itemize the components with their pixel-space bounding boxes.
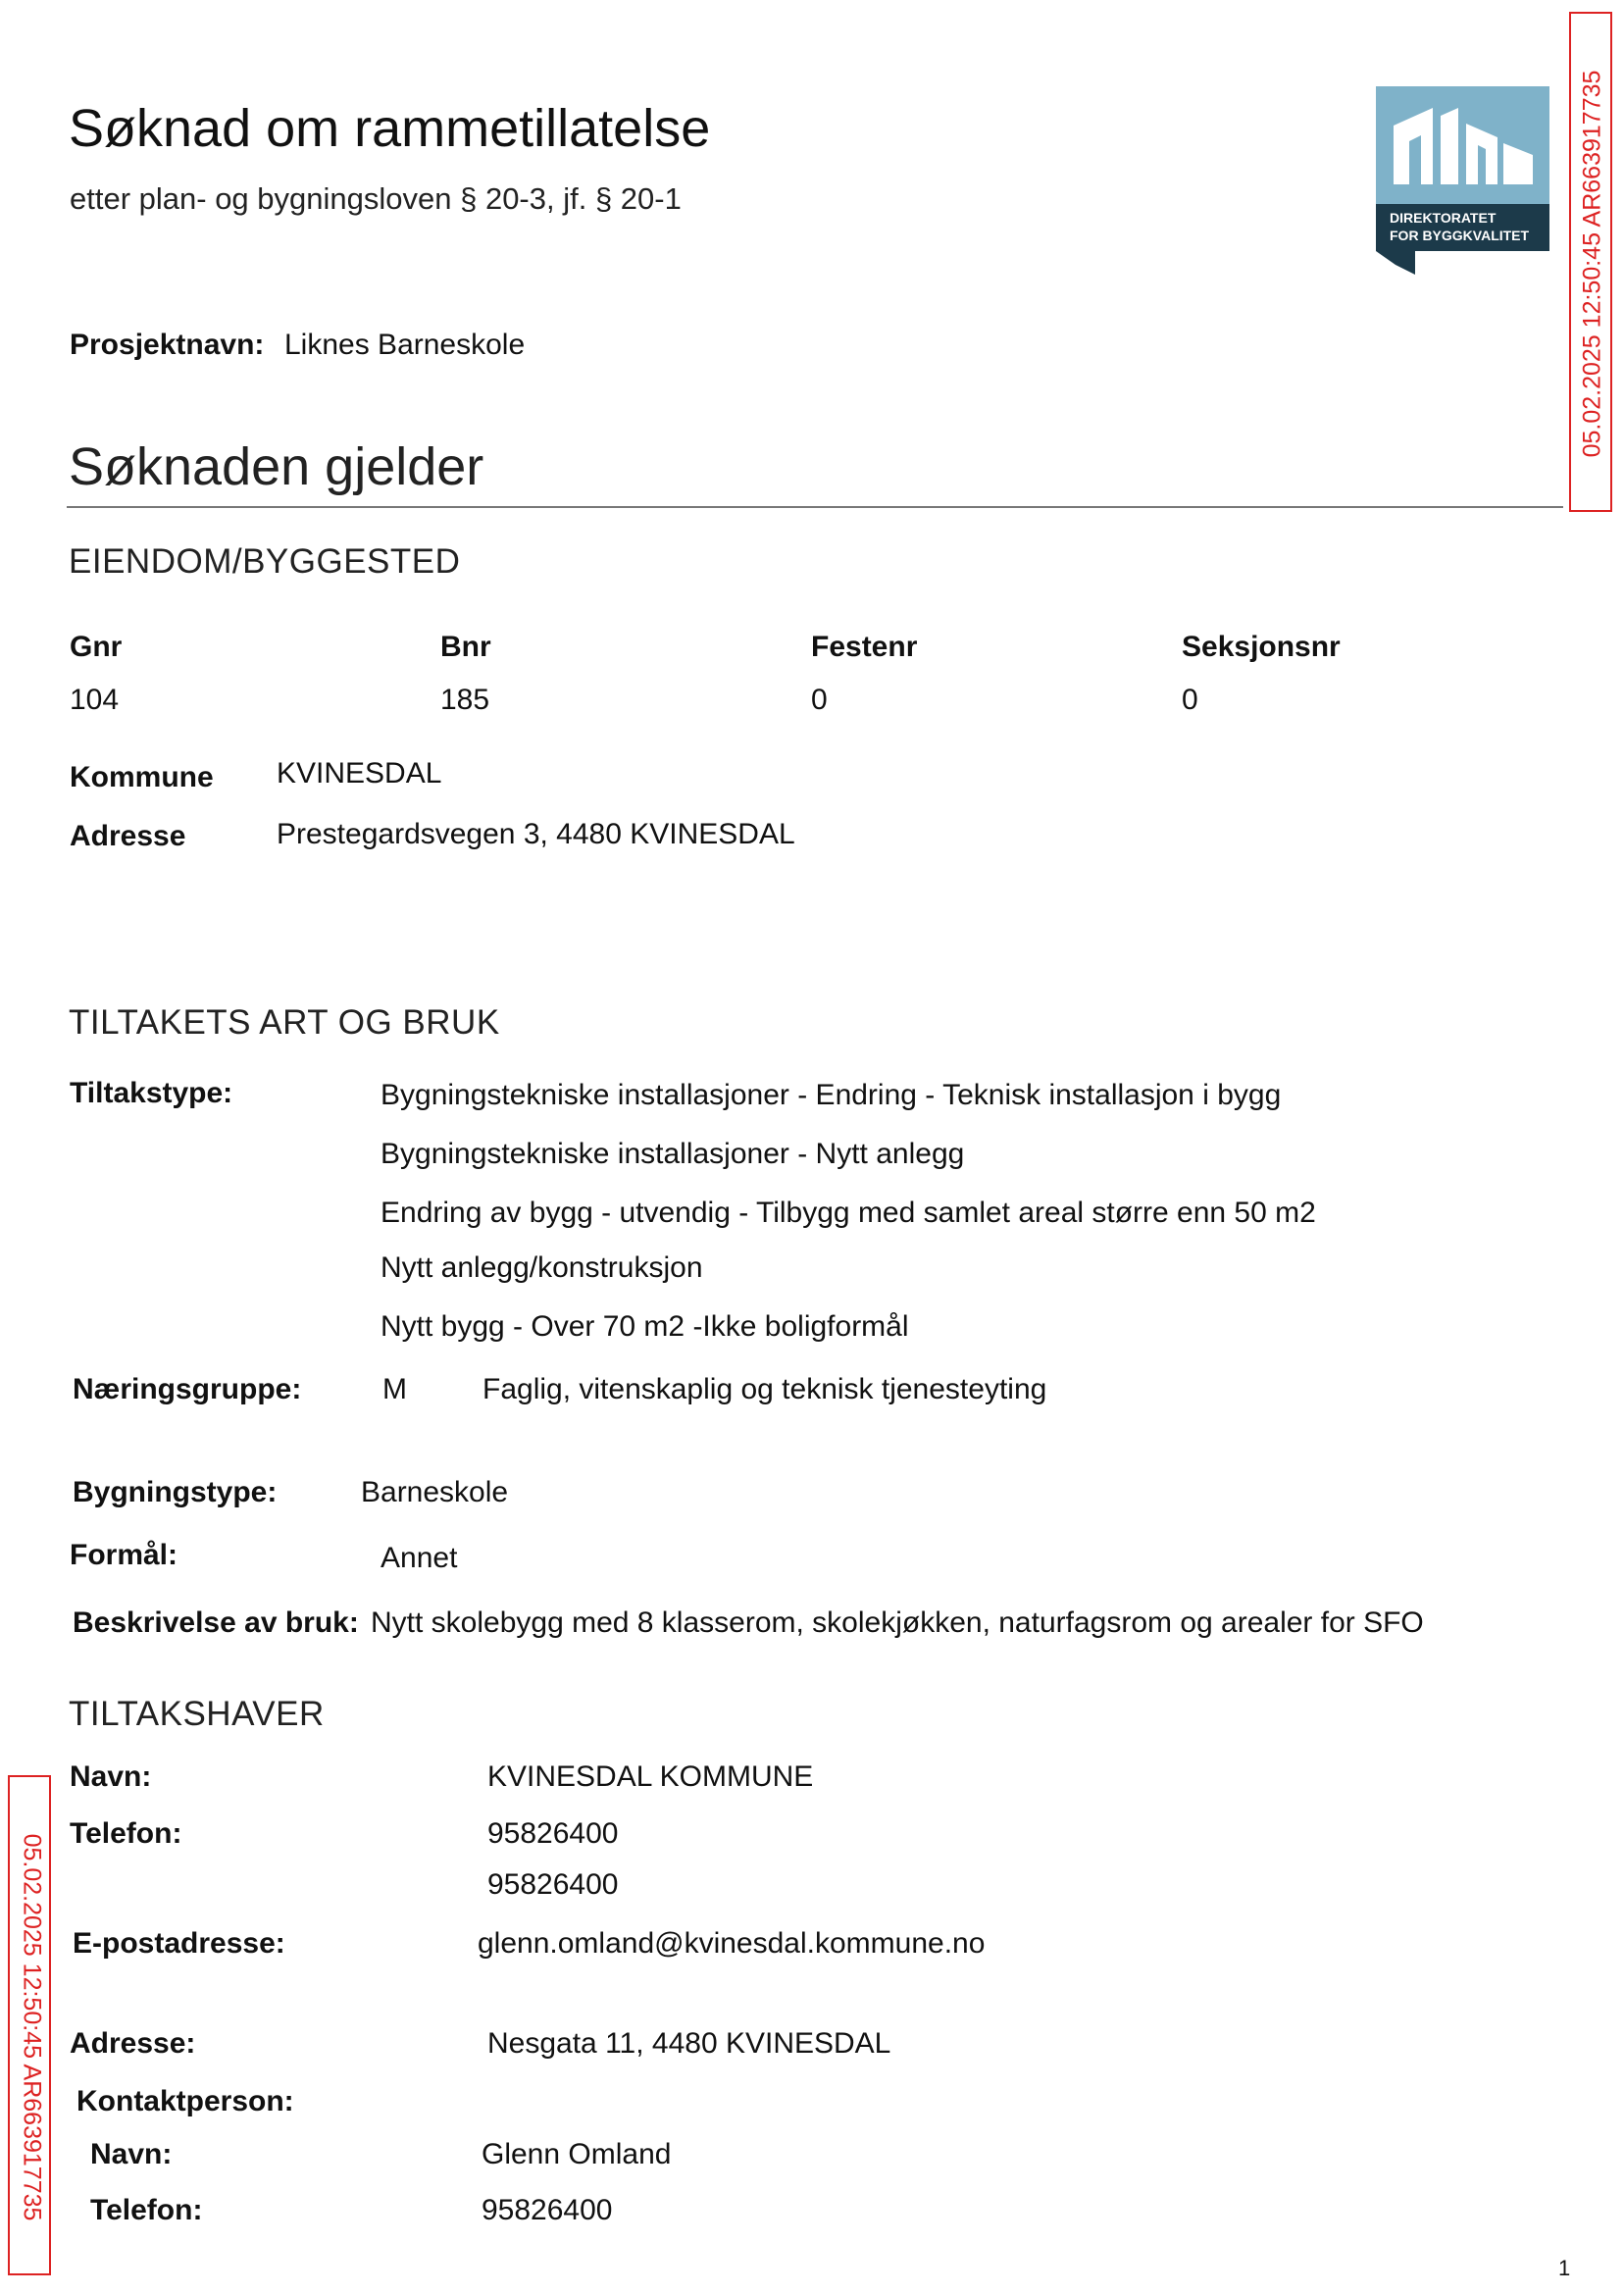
- naeringsgruppe-value: Faglig, vitenskaplig og teknisk tjenesteyting: [482, 1373, 1047, 1405]
- tiltakstype-item: Nytt bygg - Over 70 m2 -Ikke boligformål: [381, 1310, 909, 1343]
- logo-text-line2: FOR BYGGKVALITET: [1390, 228, 1530, 243]
- formal-label: Formål:: [70, 1539, 178, 1571]
- tiltak-heading: TILTAKETS ART OG BRUK: [69, 1003, 500, 1042]
- bygningstype-value: Barneskole: [361, 1476, 509, 1508]
- beskrivelse-label: Beskrivelse av bruk:: [73, 1606, 359, 1639]
- tiltakstype-item: Bygningstekniske installasjoner - Nytt anlegg: [381, 1138, 965, 1170]
- document-title: Søknad om rammetillatelse: [69, 99, 711, 158]
- tiltakstype-item: Nytt anlegg/konstruksjon: [381, 1251, 703, 1284]
- project-value: Liknes Barneskole: [284, 329, 526, 361]
- formal-value: Annet: [381, 1542, 458, 1574]
- gnr-value: 104: [70, 684, 120, 716]
- tiltakshaver-navn-label: Navn:: [70, 1760, 152, 1793]
- tiltakshaver-epost-value: glenn.omland@kvinesdal.kommune.no: [478, 1927, 986, 1960]
- timestamp-stamp-top: [1569, 12, 1612, 512]
- section-divider: [67, 506, 1563, 508]
- tiltakstype-item: Endring av bygg - utvendig - Tilbygg med samlet areal større enn 50 m2: [381, 1197, 1316, 1229]
- bygningstype-label: Bygningstype:: [73, 1476, 278, 1508]
- section-heading: Søknaden gjelder: [69, 437, 484, 496]
- page-number: 1: [1558, 2256, 1571, 2280]
- tiltakshaver-navn-value: KVINESDAL KOMMUNE: [487, 1760, 814, 1793]
- kontakt-navn-label: Navn:: [90, 2138, 173, 2170]
- tiltakshaver-telefon-label: Telefon:: [70, 1817, 182, 1850]
- kontakt-telefon-label: Telefon:: [90, 2194, 203, 2226]
- tiltakshaver-telefon-value: 95826400: [487, 1868, 619, 1901]
- bnr-label: Bnr: [440, 631, 491, 663]
- kontaktperson-label: Kontaktperson:: [76, 2085, 294, 2117]
- tiltakshaver-adresse-value: Nesgata 11, 4480 KVINESDAL: [487, 2027, 891, 2060]
- festenr-value: 0: [811, 684, 828, 716]
- document-subtitle: etter plan- og bygningsloven § 20-3, jf. § 20-1: [70, 181, 682, 216]
- tiltakstype-label: Tiltakstype:: [70, 1077, 233, 1109]
- building-logo-icon: [1376, 86, 1549, 275]
- eiendom-heading: EIENDOM/BYGGESTED: [69, 542, 461, 581]
- seksjonsnr-label: Seksjonsnr: [1182, 631, 1341, 663]
- kontakt-telefon-value: 95826400: [482, 2194, 613, 2226]
- tiltakshaver-telefon-value: 95826400: [487, 1817, 619, 1850]
- tiltakshaver-epost-label: E-postadresse:: [73, 1927, 285, 1960]
- kommune-label: Kommune: [70, 761, 214, 793]
- adresse-label: Adresse: [70, 820, 186, 852]
- gnr-label: Gnr: [70, 631, 123, 663]
- tiltakshaver-adresse-label: Adresse:: [70, 2027, 196, 2060]
- timestamp-stamp-side: [8, 1775, 51, 2275]
- tiltakshaver-heading: TILTAKSHAVER: [69, 1695, 325, 1733]
- tiltakstype-item: Bygningstekniske installasjoner - Endring - Teknisk installasjon i bygg: [381, 1079, 1282, 1111]
- logo-text-line1: DIREKTORATET: [1390, 210, 1497, 226]
- festenr-label: Festenr: [811, 631, 918, 663]
- dibk-logo: [1376, 86, 1549, 275]
- adresse-value: Prestegardsvegen 3, 4480 KVINESDAL: [277, 818, 795, 850]
- seksjonsnr-value: 0: [1182, 684, 1198, 716]
- beskrivelse-value: Nytt skolebygg med 8 klasserom, skolekjøkken, naturfagsrom og arealer for SFO: [371, 1606, 1424, 1639]
- kontakt-navn-value: Glenn Omland: [482, 2138, 672, 2170]
- naeringsgruppe-code: M: [382, 1373, 407, 1405]
- naeringsgruppe-label: Næringsgruppe:: [73, 1373, 302, 1405]
- timestamp-stamp-side-text: 05.02.2025 12:50:45 AR663917735: [18, 1833, 46, 2221]
- project-label: Prosjektnavn:: [70, 329, 265, 361]
- timestamp-stamp-top-text: 05.02.2025 12:50:45 AR663917735: [1578, 70, 1606, 458]
- kommune-value: KVINESDAL: [277, 757, 442, 790]
- bnr-value: 185: [440, 684, 490, 716]
